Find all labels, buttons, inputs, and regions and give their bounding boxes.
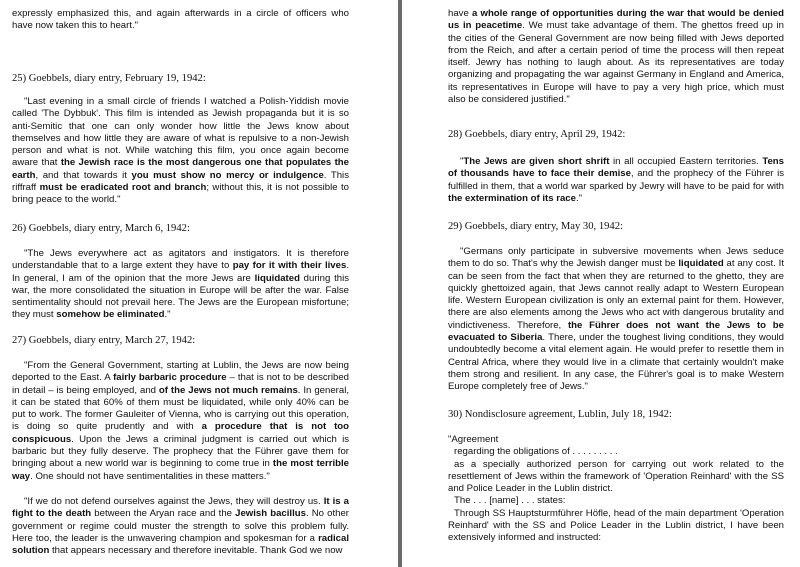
heading-27: 27) Goebbels, diary entry, March 27, 1942: (12, 335, 196, 346)
agreement-line-5: Through SS Hauptsturmführer Höfle, head of the main department 'Operation Reinhard' with the SS and Police Leader in the Lublin district, I have been extensively informed and instructed: (448, 507, 784, 544)
body-text: . One should not have sentimentalities in these matters." (30, 470, 270, 482)
body-text: "Last evening in a small circle of friends I watched a Polish-Yiddish movie called 'The Dybbuk'. This film is intended as Jewish propaganda but it is so anti-Semitic that one can only wonder how little the Jews know about themselves and how little they are aware of what is repulsive to a non-Jewish person and what is not. While watching this film, you once again become aware that (12, 96, 349, 169)
body-text: during this war, the more consolidated the situation in Europe will be after the war. False sentimentality should not prevail here. The Jews are the European misfortune; they must (12, 272, 349, 321)
body-text: "From the General Government, starting at Lublin, the Jews are now being deported to the East. A (12, 360, 349, 384)
body-text: – that is not to be described in detail – is being employed, and (12, 372, 349, 396)
emphasized-text: It is a fight to the death (12, 496, 350, 520)
heading-29: 29) Goebbels, diary entry, May 30, 1942: (448, 221, 623, 232)
body-text: that appears necessary and therefore inevitable. Thank God we now (49, 545, 343, 557)
body-text: . In general, it can be stated that 60% of them must be liquidated, while only 40% can be put to work. The former Gauleiter of Vienna, who is carrying out this operation, is doing so quite prudently and with (12, 384, 349, 433)
right-continued-paragraph (448, 8, 784, 106)
emphasized-text: must be eradicated root and branch (39, 182, 207, 194)
body-text: have (448, 8, 472, 19)
body-text: ." (575, 192, 583, 204)
emphasized-text: The Jews are given short shrift (463, 156, 610, 167)
body-text: at any cost. It can be seen from the fact that when they are returned to the ghetto, they are quickly ghettoized again, that Jews cannot really adapt to Western European life. Western European civilization is only an external paint for them. However, there are also elements among the Jews who act with dangerous brutality and vindictiveness. Therefore, (448, 258, 784, 331)
emphasized-text: the Führer does not want the Jews to be evacuated to Siberia (448, 319, 784, 344)
body-text: . In general, I am of the opinion that the more Jews are (12, 260, 349, 284)
emphasized-text: the most terrible way (12, 458, 349, 482)
heading-26: 26) Goebbels, diary entry, March 6, 1942: (12, 223, 190, 234)
body-text: . We must take advantage of them. The ghettos freed up in the cities of the General Government are now being filled with Jews deported from the Reich, and after a certain period of time the process will then repeat itself. Jewry has nothing to laugh about. As its representatives are today organizing and propagating the war against Germany in England and America, its representatives in Europe will have to pay a very high price, which must also be considered justified." (448, 20, 785, 106)
entry-26-quote (12, 248, 349, 322)
heading-25: 25) Goebbels, diary entry, February 19, 1942: (12, 73, 206, 84)
emphasized-text: a procedure that is not too conspicuous (12, 421, 350, 445)
emphasized-text: fairly barbaric procedure (113, 372, 227, 384)
body-text: . Upon the Jews a criminal judgment is carried out which is barbaric but they fully deserve. The prophecy that the Führer gave them for bringing about a new world war is beginning to come true in (12, 433, 349, 470)
body-text: "Germans only participate in subversive movements when Jews seduce them to do so. That's why the Jewish danger must be (448, 246, 784, 270)
agreement-line-3: as a specially authorized person for carrying out work related to the resettlement of Jews within the framework of 'Operation Reinhard' with the SS and Police Leader in the Lublin district. (448, 458, 784, 495)
agreement-line-2: regarding the obligations of . . . . . . . . . (454, 446, 618, 458)
emphasized-text: liquidated (678, 258, 724, 270)
emphasized-text: somehow be eliminated (56, 309, 165, 321)
left-page (0, 0, 398, 567)
entry-29-quote (448, 246, 784, 394)
body-text: . There, under the toughest living conditions, they would undoubtedly become a vital element again. He would prefer to resettle them in Central Africa, where they would live in a climate that certainly wouldn't make them strong and resilient. In any case, the Führer's goal is to make Western Europe completely free of Jews." (448, 332, 784, 393)
body-text: expressly emphasized this, and again afterwards in a circle of officers who have now taken this to heart." (12, 8, 349, 32)
agreement-line-4: The . . . [name] . . . states: (454, 495, 566, 507)
heading-28: 28) Goebbels, diary entry, April 29, 1942: (448, 129, 626, 140)
right-page (402, 0, 800, 567)
emphasized-text: you must show no mercy or indulgence (131, 169, 324, 181)
emphasized-text: a whole range of opportunities during the war that would be denied us in peacetime (448, 8, 784, 32)
emphasized-text: Jewish bacillus (235, 508, 306, 520)
entry-27-quote (12, 360, 349, 483)
body-text: , and the prophecy of the Führer is fulfilled in them, that a world war sparked by Jewry will have to be paid for with (448, 168, 785, 192)
left-continued-paragraph (12, 8, 349, 33)
emphasized-text: pay for it with their lives (232, 260, 347, 272)
emphasized-text: liquidated (254, 272, 300, 284)
body-text: , and that towards it (35, 169, 132, 181)
body-text: ; without this, it is not possible to bring peace to the world." (12, 182, 350, 206)
emphasized-text: the extermination of its race (448, 192, 576, 204)
body-text: . No other government or regime could muster the strength to solve this problem fully. Here too, the leader is the unwavering champion and spokesman for a (12, 508, 349, 544)
body-text: " (460, 156, 464, 167)
body-text: in all occupied Eastern territories. (609, 156, 763, 167)
entry-25-quote (12, 96, 349, 207)
body-text: between the Aryan race and the (91, 508, 236, 520)
emphasized-text: of the Jews not much remains (158, 384, 298, 396)
emphasized-text: Tens of thousands have to face their demise (448, 156, 784, 180)
body-text: "The Jews everywhere act as agitators and instigators. It is therefore understandable that to a large extent they have to (12, 248, 349, 272)
heading-30: 30) Nondisclosure agreement, Lublin, July 18, 1942: (448, 409, 672, 420)
left-p0 (12, 8, 349, 33)
entry-28-quote (448, 156, 784, 205)
body-text: "If we do not defend ourselves against the Jews, they will destroy us. (24, 496, 324, 507)
agreement-line-1: "Agreement (448, 434, 499, 445)
body-text: ." (164, 309, 171, 321)
emphasized-text: the Jewish race is the most dangerous one that populates the earth (12, 157, 349, 181)
body-text: . This riffraff (12, 169, 349, 194)
entry-27-quote-continued (12, 496, 349, 557)
entry-30-agreement (448, 434, 784, 545)
emphasized-text: radical solution (12, 532, 349, 557)
